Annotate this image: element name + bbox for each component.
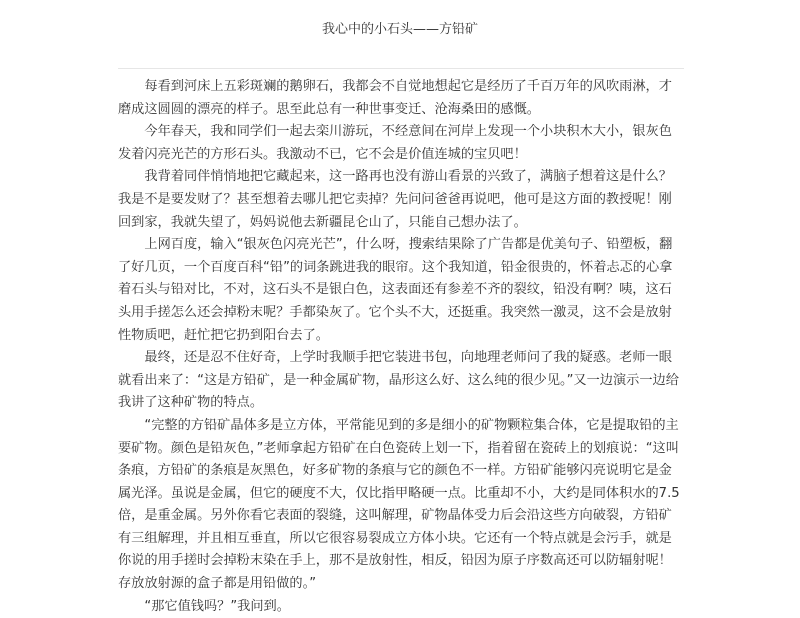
article-title: 我心中的小石头——方铅矿 <box>321 22 478 37</box>
article-paragraph: 每看到河床上五彩斑斓的鹅卵石，我都会不自觉地想起它是经历了千百万年的风吹雨淋，才磨成这圆圆的漂亮的样子。思至此总有一种世事变迁、沧海桑田的感慨。 <box>118 79 672 117</box>
article-paragraph: 上网百度，输入“银灰色闪亮光芒”，什么呀，搜索结果除了广告都是优美句子、铅塑板，翻了好几页，一个百度百科“铅”的词条跳进我的眼帘。这个我知道，铅金很贵的，怀着忐忑的心拿着石头与铅对比，不对，这石头不是银白色，这表面还有参差不齐的裂纹，铅没有啊？咦，这石头用手搓怎么还会掉粉末呢？手都染灰了。它个头不大，还挺重。我突然一激灵，这不会是放射性物质吧，赶忙把它扔到阳台去了。 <box>118 237 673 343</box>
article-paragraph: 最终，还是忍不住好奇，上学时我顺手把它装进书包，向地理老师问了我的疑惑。老师一眼就看出来了：“这是方铅矿，是一种金属矿物，晶形这么好、这么纯的很少见。”又一边演示一边给我讲了这种矿物的特点。 <box>118 350 679 411</box>
article-paragraph: 今年春天，我和同学们一起去栾川游玩，不经意间在河岸上发现一个小块积木大小，银灰色发着闪亮光芒的方形石头。我激动不已，它不会是价值连城的宝贝吧！ <box>118 124 672 162</box>
article-body <box>118 76 684 618</box>
title-divider <box>118 68 684 69</box>
article-paragraph: “那它值钱吗？”我问到。 <box>144 598 290 614</box>
article-paragraph: “完整的方铅矿晶体多是立方体，平常能见到的多是细小的矿物颗粒集合体，它是提取铅的主要矿物。颜色是铅灰色，”老师拿起方铅矿在白色瓷砖上划一下，指着留在瓷砖上的划痕说：“这叫条痕，方铅矿的条痕是灰黑色，好多矿物的条痕与它的颜色不一样。方铅矿能够闪亮说明它是金属光泽。虽说是金属，但它的硬度不大，仅比指甲略硬一点。比重却不小，大约是同体积水的7.5倍，是重金属。另外你看它表面的裂缝，这叫解理，矿物晶体受力后会沿这些方向破裂，方铅矿有三组解理，并且相互垂直，所以它很容易裂成立方体小块。它还有一个特点就是会污手，就是你说的用手搓时会掉粉末染在手上，那不是放射性，相反，铅因为原子序数高还可以防辐射呢！存放放射源的盒子都是用铅做的。” <box>118 417 680 592</box>
article-paragraph: 我背着同伴悄悄地把它藏起来，这一路再也没有游山看景的兴致了，满脑子想着这是什么？我是不是要发财了？甚至想着去哪儿把它卖掉？先问问爸爸再说吧，他可是这方面的教授呢！刚回到家，我就失望了，妈妈说他去新疆昆仑山了，只能自己想办法了。 <box>118 169 672 230</box>
